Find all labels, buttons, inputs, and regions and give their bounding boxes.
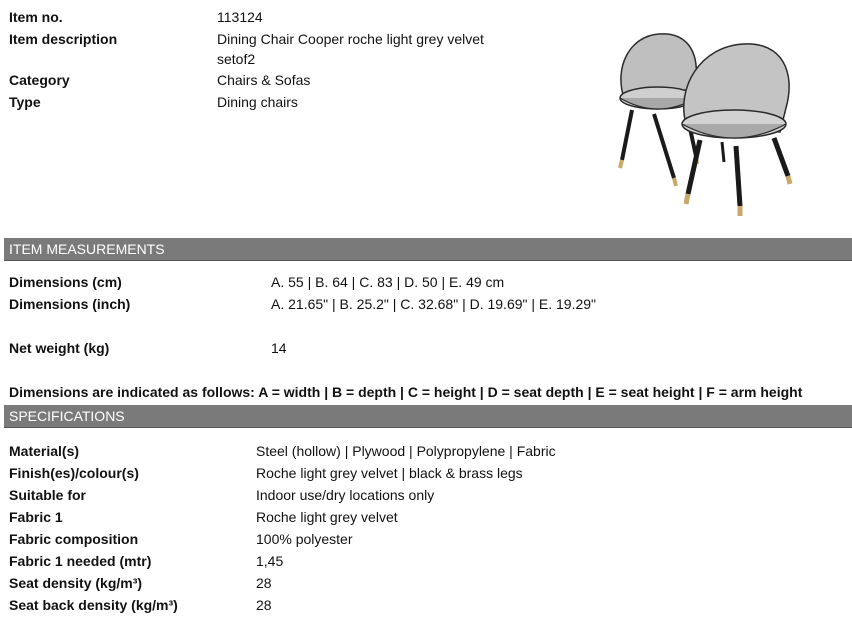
type-label: Type <box>9 94 41 110</box>
spec-value-materials: Steel (hollow) | Plywood | Polypropylene | Fabric <box>256 443 556 459</box>
spec-value-finishes: Roche light grey velvet | black & brass legs <box>256 465 523 481</box>
dimensions-legend-note: Dimensions are indicated as follows: A = width | B = depth | C = height | D = seat depth | E = seat height | F = arm height <box>9 384 803 400</box>
spec-label-finishes: Finish(es)/colour(s) <box>9 465 139 481</box>
item-description-value-cont: setof2 <box>217 51 256 67</box>
spec-value-fabric-1: Roche light grey velvet <box>256 509 398 525</box>
item-description-label: Item description <box>9 31 118 47</box>
net-weight-label: Net weight (kg) <box>9 340 110 356</box>
dimensions-inch-value: A. 21.65" | B. 25.2" | C. 32.68" | D. 19.69" | E. 19.29" <box>271 296 597 312</box>
category-value: Chairs & Sofas <box>217 72 311 88</box>
dimensions-cm-value: A. 55 | B. 64 | C. 83 | D. 50 | E. 49 cm <box>271 274 505 290</box>
spec-value-fabric-composition: 100% polyester <box>256 531 353 547</box>
spec-label-seat-density: Seat density (kg/m³) <box>9 575 143 591</box>
spec-label-materials: Material(s) <box>9 443 80 459</box>
spec-label-fabric-needed: Fabric 1 needed (mtr) <box>9 553 152 569</box>
spec-label-fabric-1: Fabric 1 <box>9 509 63 525</box>
spec-value-seat-density: 28 <box>256 575 272 591</box>
spec-value-seat-back-density: 28 <box>256 597 272 613</box>
spec-label-seat-back-density: Seat back density (kg/m³) <box>9 597 178 613</box>
dimensions-inch-label: Dimensions (inch) <box>9 296 131 312</box>
category-label: Category <box>9 72 70 88</box>
net-weight-value: 14 <box>271 340 287 356</box>
section-header-specifications: SPECIFICATIONS <box>4 405 852 428</box>
product-image <box>604 28 804 220</box>
dimensions-cm-label: Dimensions (cm) <box>9 274 122 290</box>
item-no-label: Item no. <box>9 9 63 25</box>
chair-front-image <box>682 44 790 216</box>
section-header-item-measurements: ITEM MEASUREMENTS <box>4 238 852 261</box>
spec-value-fabric-needed: 1,45 <box>256 553 284 569</box>
type-value: Dining chairs <box>217 94 298 110</box>
spec-label-fabric-composition: Fabric composition <box>9 531 139 547</box>
item-no-value: 113124 <box>217 9 263 25</box>
spec-label-suitable-for: Suitable for <box>9 487 87 503</box>
spec-value-suitable-for: Indoor use/dry locations only <box>256 487 435 503</box>
item-description-value: Dining Chair Cooper roche light grey velvet <box>217 31 484 47</box>
